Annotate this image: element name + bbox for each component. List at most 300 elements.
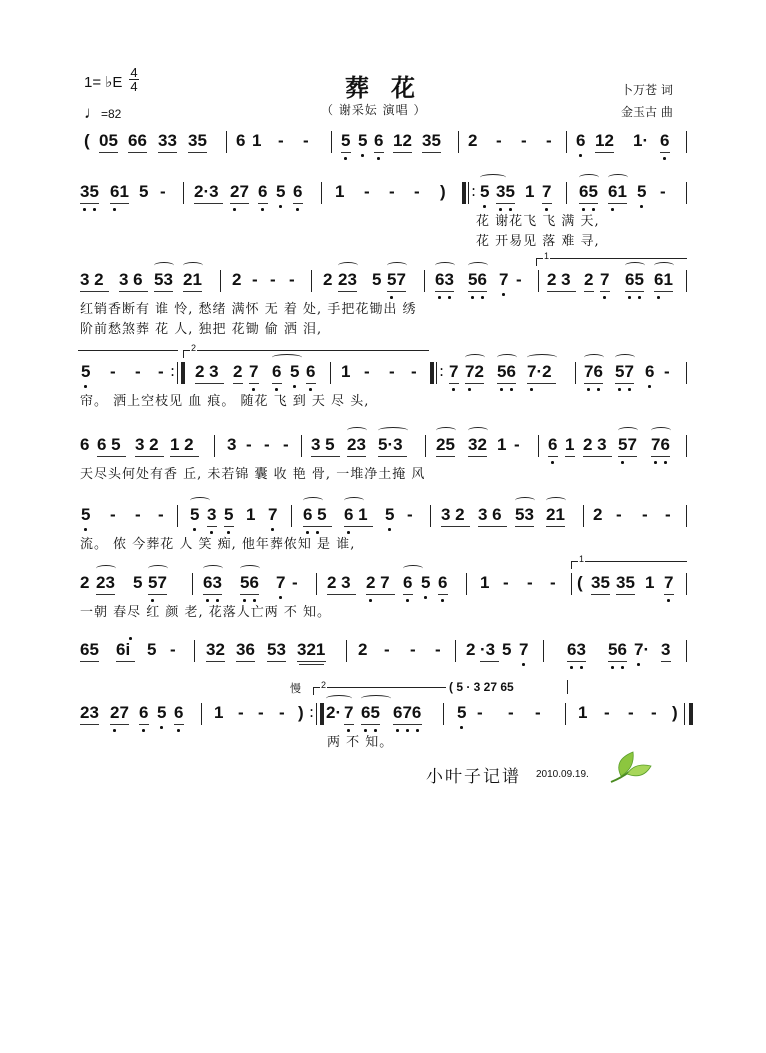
eighth-underline [158,152,177,153]
note: 7 [664,573,674,592]
note: - [389,362,395,381]
lyric-line: 天尽头何处有香 丘, 未若锦 囊 收 艳 骨, 一堆净土掩 风 [80,467,426,482]
note: - [604,703,610,722]
slur-arc [403,565,423,572]
note: - [435,640,441,659]
eighth-underline [183,291,202,292]
eighth-underline [496,203,515,204]
slur-arc [515,497,535,504]
low-octave-dot [551,461,554,464]
low-octave-dot [113,208,116,211]
note: - [258,703,264,722]
note: - [238,703,244,722]
note: 2· [326,703,342,722]
eighth-underline [441,526,470,527]
note: 2 [358,640,368,659]
bar-line [686,182,687,204]
note: 56 [497,362,516,381]
eighth-underline [230,203,249,204]
eighth-underline [116,661,135,662]
slur-arc [468,427,488,434]
note: - [521,131,527,150]
note: 7 [542,182,552,201]
note: 53 [515,505,534,524]
note: - [303,131,309,150]
note: 1· [633,131,649,150]
low-octave-dot [500,388,503,391]
note: 3 2 [135,435,159,454]
note: 676 [393,703,422,722]
note: 61 [110,182,129,201]
note: 5 [139,182,149,201]
note: 2 [468,131,478,150]
eighth-underline [583,456,612,457]
lyric-line: 花 谢花飞 飞 满 天, [476,214,600,229]
low-octave-dot [510,388,513,391]
bar-line [301,435,302,457]
low-octave-dot [481,296,484,299]
eighth-underline [608,661,627,662]
note: - [252,270,258,289]
note: 6 [80,435,90,454]
volta-number: 2 [191,343,197,353]
low-octave-dot [396,729,399,732]
key-signature [84,73,122,91]
low-octave-dot [416,729,419,732]
note: 5 [133,573,143,592]
low-octave-dot [448,296,451,299]
high-octave-dot [129,637,132,640]
note: - [508,703,514,722]
note: - [616,505,622,524]
low-octave-dot [530,388,533,391]
note: 35 [496,182,515,201]
note: 65 [625,270,644,289]
note: 76 [584,362,603,381]
note: - [279,703,285,722]
bar-line [316,573,317,595]
note: 1 [497,435,507,454]
eighth-underline [344,724,354,725]
eighth-underline [651,456,670,457]
volta-number: 1 [579,554,585,564]
note: 6i [116,640,131,659]
note: 3 6 [119,270,143,289]
eighth-underline [258,203,268,204]
note: 3 [661,640,671,659]
eighth-underline [591,594,610,595]
note: - [110,505,116,524]
note: - [411,362,417,381]
repeat-start-bar [430,362,434,384]
note: 6 [258,182,268,201]
note: 2 [233,362,243,381]
note: 2 3 [327,573,351,592]
low-octave-dot [502,293,505,296]
bar-line [566,131,567,153]
time-top: 4 [130,65,138,80]
note: 1 [480,573,490,592]
note: 5 [341,131,351,150]
note: 72 [465,362,484,381]
slur-arc [608,174,628,181]
note: 5 [276,182,286,201]
note: 57 [387,270,406,289]
note: - [660,182,666,201]
repeat-colon: : [309,703,315,721]
repeat-end-thin [177,362,178,384]
low-octave-dot [628,388,631,391]
note: - [283,435,289,454]
note: 3 5 [311,435,335,454]
note: 57 [148,573,167,592]
note: - [628,703,634,722]
note: - [550,573,556,592]
transcription-date: 2010.09.19. [536,769,589,780]
coda-bar [567,680,568,694]
note: ( [84,131,90,150]
low-octave-dot [406,729,409,732]
note: 7·2 [527,362,552,381]
eighth-underline [203,594,222,595]
transcriber-signature: 小叶子记谱 [426,767,521,787]
note: 35 [80,182,99,201]
note: 6 [403,573,413,592]
eighth-underline [615,383,634,384]
note: 5·3 [378,435,403,454]
bar-line [220,270,221,292]
note: 6 [174,703,184,722]
eighth-underline [548,456,558,457]
note: 35 [616,573,635,592]
bar-line [226,131,227,153]
eighth-underline [584,291,594,292]
note: 1 [335,182,345,201]
bar-line [686,505,687,527]
eighth-underline [567,661,586,662]
eighth-underline [347,456,366,457]
note: 63 [567,640,586,659]
low-octave-dot [570,666,573,669]
eighth-underline [311,456,340,457]
note: - [516,270,522,289]
note: 2 [323,270,333,289]
slur-arc [240,565,260,572]
note: 2 3 [547,270,571,289]
volta-bracket [536,251,687,266]
note: - [546,131,552,150]
low-octave-dot [93,208,96,211]
eighth-underline [608,203,627,204]
slur-arc [435,262,455,269]
eighth-underline [435,291,454,292]
low-octave-dot [261,208,264,211]
volta-number: 1 [544,251,550,261]
note: - [246,435,252,454]
note: 7 [344,703,354,722]
low-octave-dot [611,208,614,211]
note: 35 [422,131,441,150]
note: - [364,362,370,381]
eighth-underline [393,152,412,153]
low-octave-dot [587,388,590,391]
eighth-underline [660,152,670,153]
eighth-underline [80,291,109,292]
note: 5 [502,640,512,659]
note: 7 [519,640,529,659]
bar-line [346,640,347,662]
bar-line [686,640,687,662]
note: 21 [183,270,202,289]
low-octave-dot [640,205,643,208]
note: 21 [546,505,565,524]
slur-arc [190,497,210,504]
note: 35 [591,573,610,592]
low-octave-dot [84,385,87,388]
slur-arc [584,354,604,361]
eighth-underline [344,526,373,527]
bar-line [192,573,193,595]
low-octave-dot [468,388,471,391]
bar-line [538,270,539,292]
low-octave-dot [483,205,486,208]
slur-arc [338,262,358,269]
eighth-underline [148,594,167,595]
note: 5 [224,505,234,524]
note: 23 [96,573,115,592]
eighth-underline [97,456,126,457]
low-octave-dot [654,461,657,464]
note: 56 [240,573,259,592]
note: 6 [272,362,282,381]
eighth-underline [233,383,243,384]
note: 12 [595,131,614,150]
volta-bracket [571,554,687,569]
note: 5 [81,362,91,381]
low-octave-dot [388,528,391,531]
note: 2·3 [194,182,219,201]
eighth-underline [542,203,552,204]
note: - [664,362,670,381]
note: 5 [385,505,395,524]
eighth-underline [374,152,384,153]
eighth-underline [393,724,422,725]
eighth-underline [99,152,118,153]
eighth-underline [267,661,286,662]
note: 6 5 [97,435,121,454]
slur-arc [203,565,223,572]
note: - [160,182,166,201]
slur-arc [344,497,364,504]
eighth-underline [174,724,184,725]
bar-line [311,270,312,292]
note: - [389,182,395,201]
eighth-underline [438,594,448,595]
low-octave-dot [438,296,441,299]
note: 2 7 [366,573,390,592]
note: 56 [468,270,487,289]
low-octave-dot [657,296,660,299]
eighth-underline [293,203,303,204]
eighth-underline [341,152,351,153]
low-octave-dot [471,296,474,299]
low-octave-dot [621,666,624,669]
low-octave-dot [597,388,600,391]
low-octave-dot [84,528,87,531]
eighth-underline [378,456,407,457]
note: 3 2 [80,270,104,289]
low-octave-dot [628,296,631,299]
note: 6 [306,362,316,381]
bar-line [458,131,459,153]
note: 5 [637,182,647,201]
note: 6 [139,703,149,722]
eighth-underline [436,456,455,457]
slur-arc [615,354,635,361]
bar-line [566,182,567,204]
note: - [110,362,116,381]
eighth-underline [110,724,129,725]
note: 65 [80,640,99,659]
note: 7 [499,270,509,289]
eighth-underline [154,291,173,292]
slur-arc [480,174,506,181]
note: 36 [236,640,255,659]
note: 76 [651,435,670,454]
eighth-underline [595,152,614,153]
eighth-underline [366,594,395,595]
note: - [170,640,176,659]
eighth-underline [403,594,413,595]
note: 65 [361,703,380,722]
low-octave-dot [637,663,640,666]
lyric-line: 一朝 春尽 红 颜 老, 花落人亡两 不 知。 [80,605,332,620]
bar-line [538,435,539,457]
note: - [292,573,298,592]
note: 5 [190,505,200,524]
note: 7 [249,362,259,381]
note: 5 [290,362,300,381]
repeat-end-bar [320,703,324,725]
note: 1 [341,362,351,381]
note: - [289,270,295,289]
slur-arc [527,354,557,361]
note: 53 [154,270,173,289]
time-signature [129,67,139,92]
low-octave-dot [621,461,624,464]
eighth-underline [468,456,487,457]
note: 1 [246,505,256,524]
low-octave-dot [603,296,606,299]
note: 5 [81,505,91,524]
eighth-underline [338,291,357,292]
low-octave-dot [522,663,525,666]
eighth-underline [110,203,129,204]
low-octave-dot [369,599,372,602]
low-octave-dot [579,154,582,157]
slur-arc [96,565,116,572]
note: 27 [230,182,249,201]
composer-credit: 金玉古 曲 [621,105,673,119]
low-octave-dot [233,208,236,211]
bar-line [330,362,331,384]
low-octave-dot [279,596,282,599]
note: - [535,703,541,722]
low-octave-dot [113,729,116,732]
note: - [527,573,533,592]
lyric-line: 流。 侬 今葬花 人 笑 痴, 他年葬侬知 是 谁, [80,537,356,552]
eighth-underline [207,526,217,527]
note: 5 [457,703,467,722]
note: 32 [468,435,487,454]
note: 5 [358,131,368,150]
low-octave-dot [441,599,444,602]
eighth-underline [618,456,637,457]
low-octave-dot [142,729,145,732]
note: 1 [578,703,588,722]
note: 53 [267,640,286,659]
low-octave-dot [663,157,666,160]
lyric-line: 花 开易见 落 难 寻, [476,234,600,249]
eighth-underline [135,456,164,457]
eighth-underline [128,152,147,153]
note: 1 [565,435,575,454]
note: 7· [634,640,650,659]
note: 12 [393,131,412,150]
eighth-underline [579,203,598,204]
note: 66 [128,131,147,150]
bar-line [424,270,425,292]
note: 63 [203,573,222,592]
eighth-underline [80,203,99,204]
bar-line [425,435,426,457]
eighth-underline [327,594,356,595]
slur-arc [546,497,566,504]
note: 65 [579,182,598,201]
eighth-underline [565,456,575,457]
quarter-note-icon: ♩ [84,103,101,122]
note: 6 [236,131,246,150]
low-octave-dot [377,157,380,160]
bar-line [565,703,566,725]
note: 321 [297,640,326,659]
note: 2 [80,573,90,592]
note: ( [577,573,583,592]
slur-arc [468,262,488,269]
eighth-underline [515,526,534,527]
note: - [278,131,284,150]
repeat-start-thin [436,362,437,384]
note: 2 [232,270,242,289]
note: 27 [110,703,129,722]
eighth-underline [654,291,673,292]
performer-subtitle: （ 谢采妘 演唱 ） [321,103,427,117]
slur-arc [465,354,485,361]
eighth-underline [80,661,99,662]
eighth-underline [449,383,459,384]
repeat-end-thin [316,703,317,725]
eighth-underline [80,724,99,725]
note: - [414,182,420,201]
note: 1 2 [170,435,194,454]
note: - [270,270,276,289]
slur-arc [651,427,671,434]
note: 1 [645,573,655,592]
note: 6 [374,131,384,150]
volta-bracket [313,680,446,695]
bar-line [443,703,444,725]
note: 56 [608,640,627,659]
